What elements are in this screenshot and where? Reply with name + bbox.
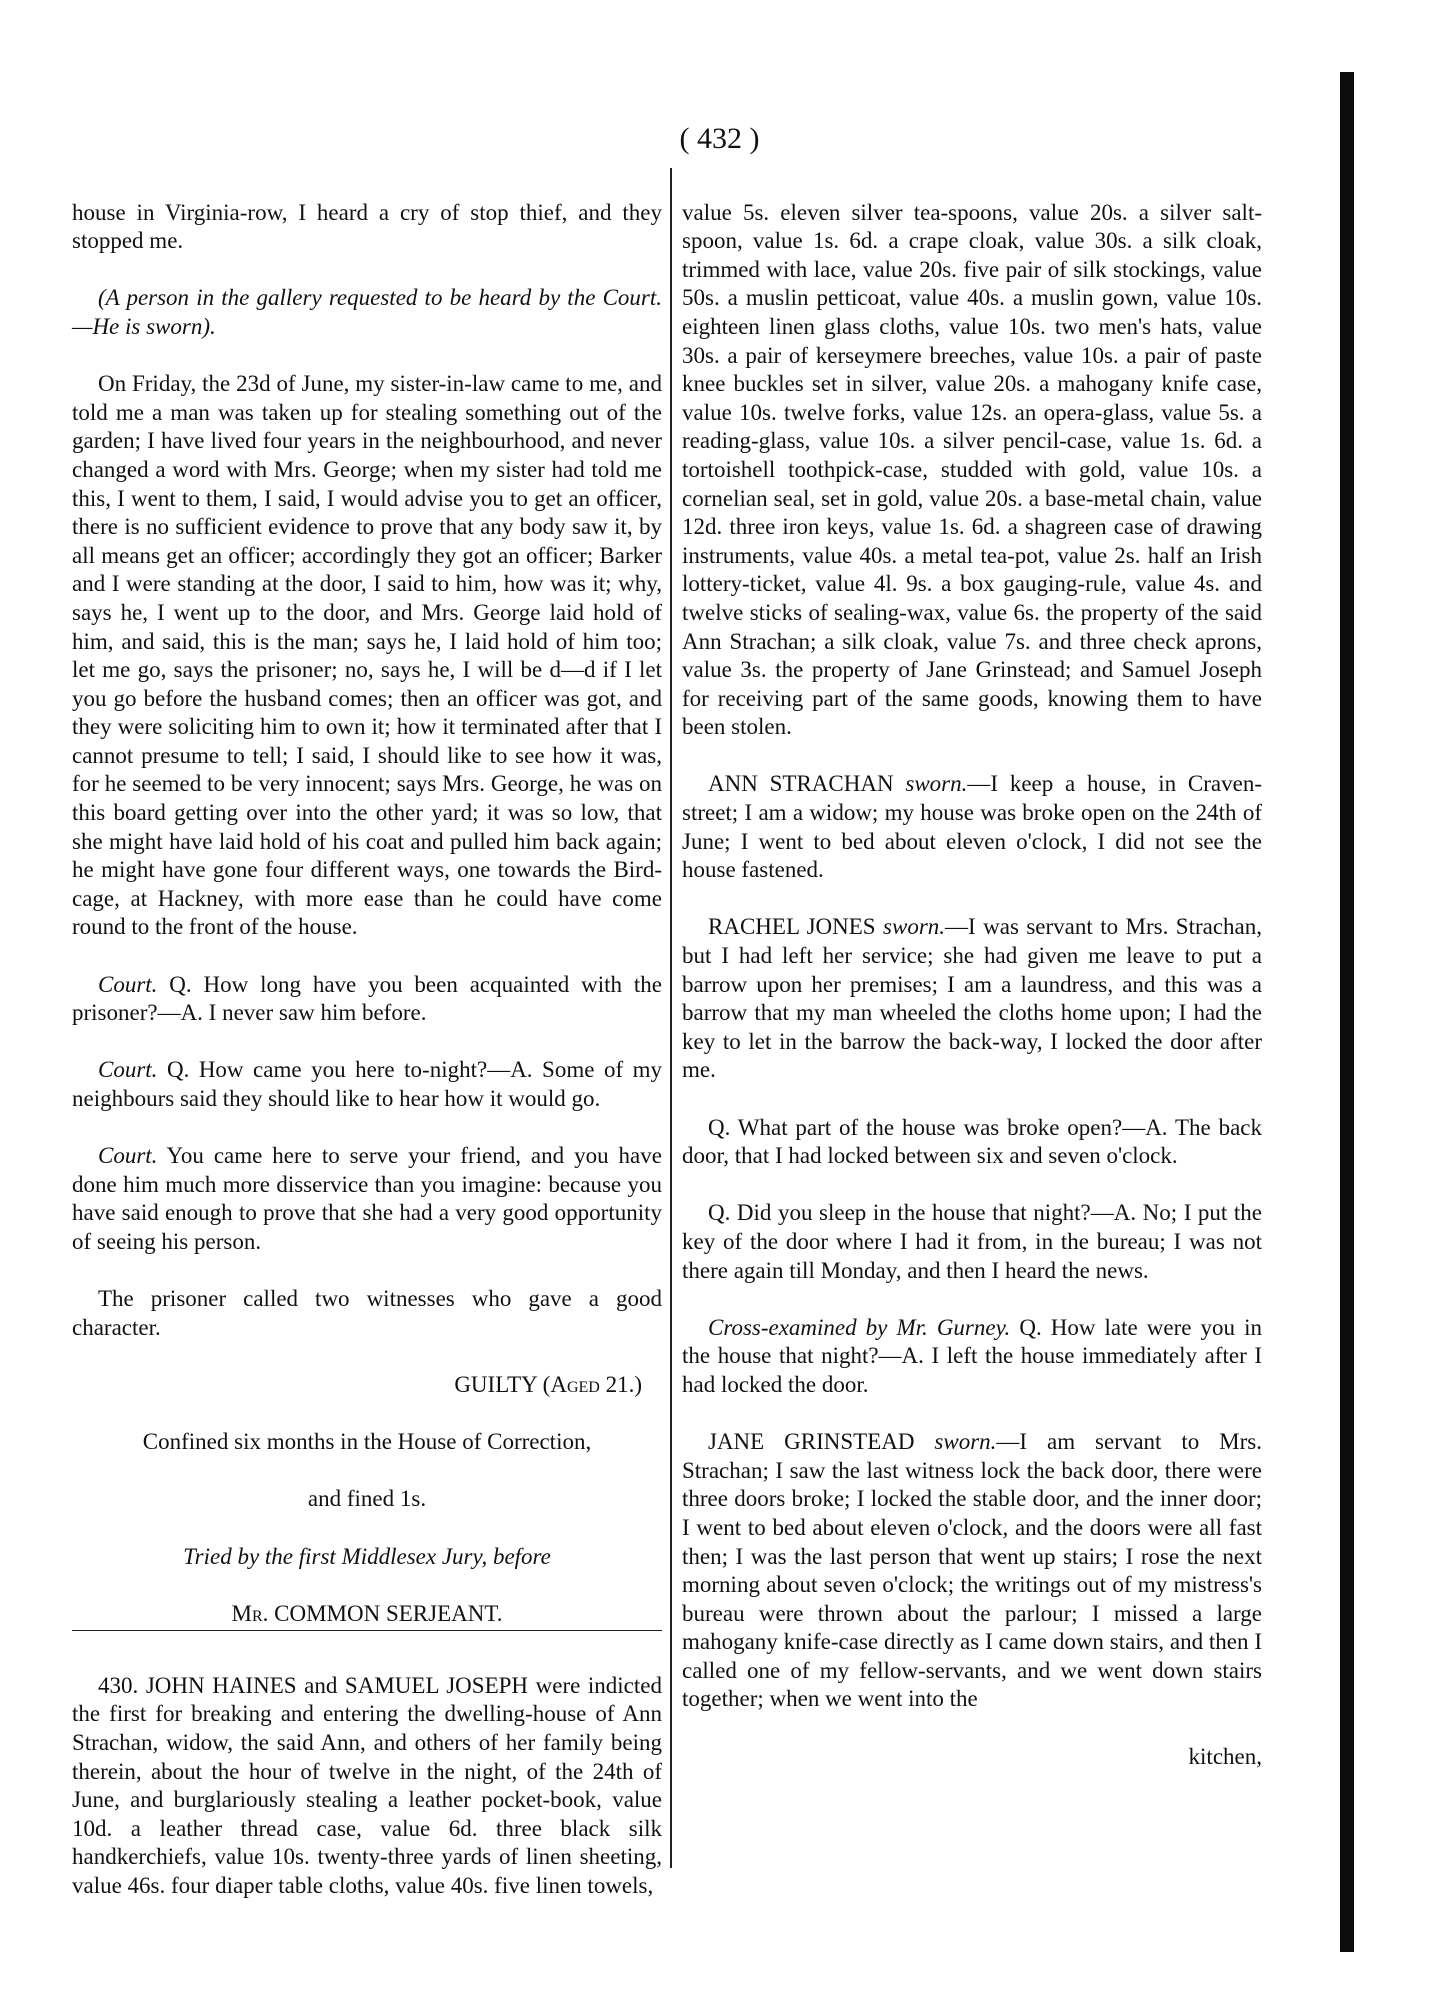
page-edge-shadow <box>1340 72 1354 1952</box>
court-question: Court. Q. How came you here to-night?—A. Some of my neighbours said they should like to hear how it would go. <box>72 1057 663 1111</box>
question: Q. What part of the house was broke open?—A. The back door, that I had locked between six and seven o'clock. <box>682 1114 1262 1169</box>
case-indictment: 430. JOHN HAINES and SAMUEL JOSEPH were indicted the first for breaking and entering the dwelling-house of Ann Strachan, widow, the said Ann, and others of her family being therein, about the hour of twelve in the night, of the 24th of June, and burglariously stealing a leather pocket-book, value 10d. a leather thread case, value 6d. three black silk handkerchiefs, value 10s. twenty-three yards of linen sheeting, value 46s. four diaper table cloths, value 40s. five linen towels, <box>72 1672 662 1899</box>
cross-examination: Cross-examined by Mr. Gurney. Q. How late were you in the house that night?—A. I left the house immediately after I had locked the door. <box>682 1314 1262 1397</box>
sentence-fine: and fined 1s. <box>307 1486 427 1512</box>
catchword: kitchen, <box>1188 1743 1262 1769</box>
witness-testimony: ANN STRACHAN sworn.—I keep a house, in Craven-street; I am a widow; my house was broke open on the 24th of June; I went to bed about eleven o'clock, I did not see the house fastened. <box>682 771 1263 883</box>
jury-note: Tried by the first Middlesex Jury, before <box>183 1543 551 1569</box>
verdict: GUILTY (Aged 21.) <box>454 1371 642 1397</box>
left-column <box>72 170 662 1929</box>
court-question: Court. Q. How long have you been acquainted with the prisoner?—A. I never saw him before. <box>72 971 662 1026</box>
sentence: Confined six months in the House of Correction, <box>142 1429 592 1455</box>
court-remark: Court. You came here to serve your friend, and you have done him much more disservice than you imagine: because you have said enough to prove that she had a very good opportunity of seeing his person. <box>72 1143 662 1254</box>
witness-testimony: RACHEL JONES sworn.—I was servant to Mrs. Strachan, but I had left her service; she had given me leave to put a barrow upon her premises; I am a laundress, and this was a barrow that my man wheeled the cloths home upon; I had the key to let in the barrow the back-way, I locked the door after me. <box>682 914 1262 1083</box>
judge-note: Mr. COMMON SERJEANT. <box>72 1600 662 1632</box>
testimony: On Friday, the 23d of June, my sister-in-law came to me, and told me a man was taken up for stealing something out of the garden; I have lived four years in the neighbourhood, and never changed a word with Mrs. George; when my sister had told me this, I went to them, I said, I would advise you to get an officer, there is no sufficient evidence to prove that any body saw it, by all means get an officer; accordingly they got an officer; Barker and I were standing at the door, I said to him, how was it; why, says he, I went up to the door, and Mrs. George laid hold of him, and said, this is the man; says he, I laid hold of him too; let me go, says the prisoner; no, says he, I will be d—d if I let you go before the husband comes; then an officer was got, and they were soliciting him to own it; how it terminated after that I cannot presume to tell; I said, I should like to see how it was, for he seemed to be very innocent; says Mrs. George, he was on this board getting over into the other yard; it was so low, that she might have laid hold of his coat and pulled him back again; he might have gone four different ways, one towards the Bird-cage, at Hackney, with more ease than he could have come round to the front of the house. <box>72 371 662 940</box>
column-divider <box>670 168 672 1868</box>
goods-list: value 5s. eleven silver tea-spoons, value 20s. a silver salt-spoon, value 1s. 6d. a crape cloak, value 30s. a silk cloak, trimmed with lace, value 20s. five pair of silk stockings, value 50s. a muslin petticoat, value 40s. a muslin gown, value 10s. eighteen linen glass cloths, value 10s. two men's hats, value 30s. a pair of kerseymere breeches, value 10s. a pair of paste knee buckles set in silver, value 20s. a mahogany knife case, value 10s. twelve forks, value 12s. an opera-glass, value 5s. a reading-glass, value 10s. a silver pencil-case, value 1s. 6d. a tortoishell toothpick-case, studded with gold, value 10s. a cornelian seal, set in gold, value 20s. a base-metal chain, value 12d. three iron keys, value 1s. 6d. a shagreen case of drawing instruments, value 40s. a metal tea-pot, value 2s. half an Irish lottery-ticket, value 4l. 9s. a box gauging-rule, value 4s. and twelve sticks of sealing-wax, value 6s. the property of the said Ann Strachan; a silk cloak, value 7s. and three check aprons, value 3s. the property of Jane Grinstead; and Samuel Joseph for receiving part of the same goods, knowing them to have been stolen. <box>682 199 1262 740</box>
gallery-note: (A person in the gallery requested to be heard by the Court.—He is sworn). <box>72 285 662 339</box>
question: Q. Did you sleep in the house that night?—A. No; I put the key of the door where I had it from, in the bureau; I was not there again till Monday, and then I heard the news. <box>682 1200 1262 1283</box>
court-label: Court. <box>98 971 158 997</box>
character-witnesses: The prisoner called two witnesses who gave a good character. <box>72 1286 662 1340</box>
witness-name: ANN STRACHAN <box>708 771 894 797</box>
court-label: Court. <box>98 1057 158 1083</box>
court-label: Court. <box>98 1143 158 1169</box>
paragraph: house in Virginia-row, I heard a cry of stop thief, and they stopped me. <box>72 199 662 254</box>
witness-name: JANE GRINSTEAD <box>708 1429 915 1455</box>
witness-name: RACHEL JONES <box>708 914 876 940</box>
witness-testimony: JANE GRINSTEAD sworn.—I am servant to Mrs. Strachan; I saw the last witness lock the back door, there were three doors broke; I locked the stable door, and the inner door; I went to bed about eleven o'clock, and the doors were all fast then; I was the last person that went up stairs; I rose the next morning about seven o'clock; the writings out of my mistress's bureau were thrown about the parlour; I missed a large mahogany knife-case directly as I came down stairs, and then I called one of my fellow-servants, and we went down stairs together; when we went into the <box>682 1429 1262 1712</box>
page-number: ( 432 ) <box>679 122 760 155</box>
right-column <box>682 170 1262 1800</box>
